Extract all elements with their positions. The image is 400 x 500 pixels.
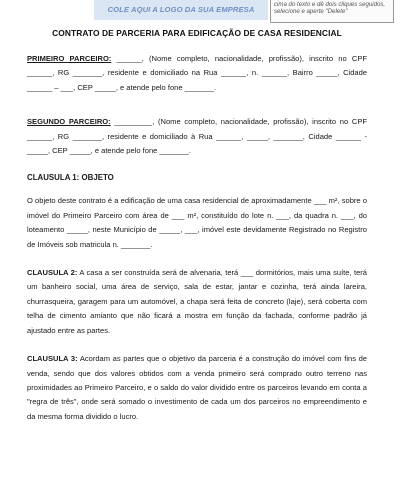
clausula-1-text: O objeto deste contrato é a edificação de uma casa residencial de aproximadamente ___ m², sobre o imóvel do Primeiro Parceiro com área de ___ m², constituído do lote n. ___, da quadra n. ___, do loteamento _____, neste Município de _____, ___, imóvel este devidamente Registrado no Registro de Imóveis sob matricula n. _______. <box>27 196 367 249</box>
clausula-1-heading: CLAUSULA 1: OBJETO <box>27 173 114 183</box>
clausula-2-paragraph <box>27 266 367 338</box>
clausula-2-label: CLAUSULA 2: <box>27 268 78 278</box>
segundo-parceiro-label: SEGUNDO PARCEIRO: <box>27 117 111 127</box>
instruction-note: cima do texto e dê dois cliques seguidos, selecione e aperte "Delete" <box>270 0 394 23</box>
primeiro-parceiro-text: ______, (Nome completo, nacionalidade, profissão), inscrito no CPF ______, RG _______, residente e domiciliado na Rua ______, n. ______, Bairro _____, Cidade ______ – ___, CEP _____, e atende pelo fone _______. <box>27 54 368 92</box>
segundo-parceiro-text: _________, (Nome completo, nacionalidade, profissão), inscrito no CPF ______, RG _______, residente e domiciliado à Rua ______, _____, _______, Cidade ______ - _____, CEP _____, e atende pelo fone _______. <box>27 117 367 156</box>
primeiro-parceiro-label: PRIMEIRO PARCEIRO: <box>27 54 112 63</box>
clausula-3-paragraph <box>27 352 367 424</box>
clausula-3-text: Acordam as partes que o objetivo da parceria é a construção do imóvel com fins de venda, sendo que dos valores obtidos com a venda primeiro será comprado outro terreno nas proximidades ao Primeiro Parceiro, e o saldo do valor dividido entre os parceiros levando em conta a "regra de três", onde será somado o investimento de cada um dos parceiros no empreendimento e da mesma forma dividido o lucro. <box>27 354 368 421</box>
logo-placeholder[interactable]: COLE AQUI A LOGO DA SUA EMPRESA <box>94 0 268 20</box>
segundo-parceiro-paragraph <box>27 115 367 158</box>
primeiro-parceiro-paragraph <box>27 52 367 95</box>
contract-document <box>27 28 367 424</box>
clausula-2-text: A casa a ser construída será de alvenaria, terá ___ dormitórios, mais uma suíte, terá um banheiro social, uma área de serviço, sala de estar, jantar e cozinha, terá ainda lareira, churrasqueira, garagem para um automóvel, a chapa será feita de concreto (laje), será coberta com telha de cimento amianto que não ficará a mostra em função da fachada, conforme padrão já ajustado entre as partes. <box>27 268 367 335</box>
document-title: CONTRATO DE PARCERIA PARA EDIFICAÇÃO DE CASA RESIDENCIAL <box>52 28 342 38</box>
clausula-3-label: CLAUSULA 3: <box>27 354 78 364</box>
